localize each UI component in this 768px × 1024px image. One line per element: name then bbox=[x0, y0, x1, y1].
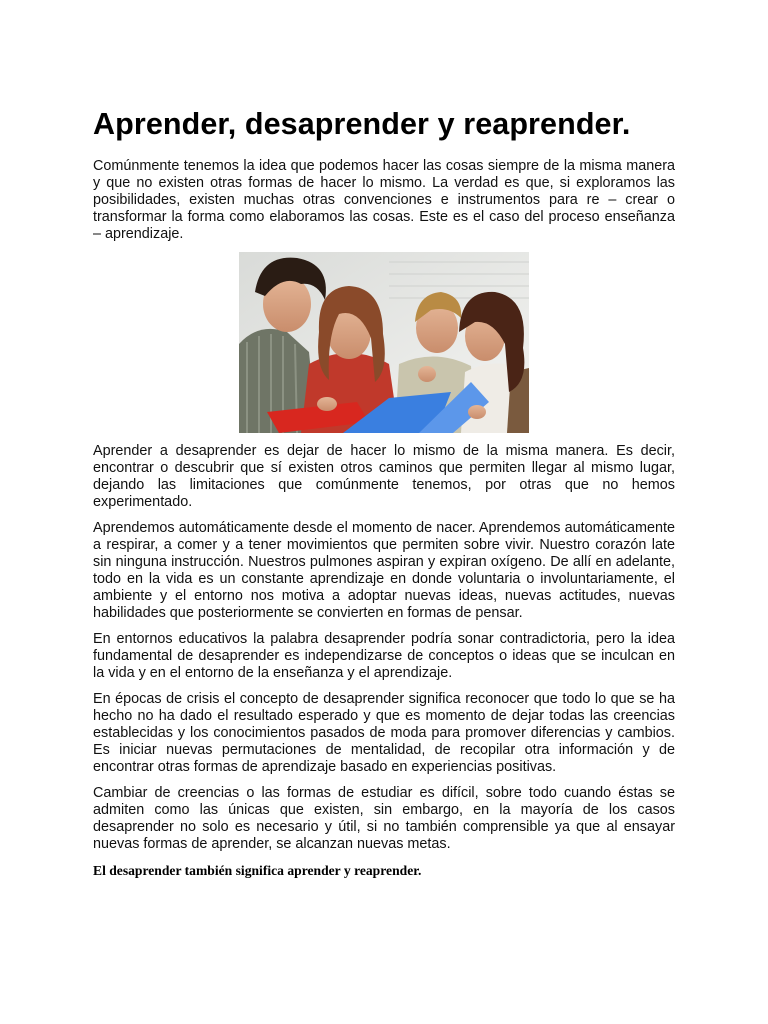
paragraph-entornos: En entornos educativos la palabra desaprender podría sonar contradictoria, pero la idea fundamental de desaprender es independizarse de conceptos o ideas que se inculcan en la vida y en el entorno de la enseñanza y el aprendizaje. bbox=[93, 631, 675, 681]
paragraph-intro: Comúnmente tenemos la idea que podemos hacer las cosas siempre de la misma manera y que no existen otras formas de hacer lo mismo. La verdad es que, si exploramos las posibilidades, existen muchas otras convenciones e instrumentos para re – crear o transformar la forma como elaboramos las cosas. Este es el caso del proceso enseñanza – aprendizaje. bbox=[93, 158, 675, 242]
paragraph-creencias: Cambiar de creencias o las formas de estudiar es difícil, sobre todo cuando éstas se admiten como las únicas que existen, sin embargo, en la mayoría de los casos desaprender no solo es necesario y útil, si no también comprensible ya que al ensayar nuevas formas de aprender, se alcanzan nuevas metas. bbox=[93, 785, 675, 852]
students-photo bbox=[239, 252, 529, 433]
closing-statement: El desaprender también significa aprender y reaprender. bbox=[93, 863, 422, 878]
paragraph-desaprender: Aprender a desaprender es dejar de hacer lo mismo de la misma manera. Es decir, encontrar o descubrir que sí existen otros caminos que permiten llegar al mismo lugar, dejando las limitaciones que comúnmente tenemos, por otras que no hemos experimentado. bbox=[93, 443, 675, 510]
document-page bbox=[93, 104, 675, 879]
paragraph-nacer: Aprendemos automáticamente desde el momento de nacer. Aprendemos automáticamente a respirar, a comer y a tener movimientos que permiten sobre vivir. Nuestro corazón late sin ninguna instrucción. Nuestros pulmones aspiran y expiran oxígeno. De allí en adelante, todo en la vida es un constante aprendizaje en donde voluntaria o involuntariamente, el ambiente y el entorno nos motiva a adoptar nuevas ideas, nuevas actitudes, nuevas habilidades que posteriormente se convierten en formas de pensar. bbox=[93, 520, 675, 621]
document-title: Aprender, desaprender y reaprender. bbox=[93, 107, 631, 141]
paragraph-crisis: En épocas de crisis el concepto de desaprender significa reconocer que todo lo que se ha hecho no ha dado el resultado esperado y que es momento de dejar todas las creencias establecidas y los conocimientos pasados de moda para promover diferencias y cambios. Es iniciar nuevas permutaciones de mentalidad, de recopilar otra información y de encontrar otras formas de aprendizaje basado en experiencias positivas. bbox=[93, 691, 675, 775]
